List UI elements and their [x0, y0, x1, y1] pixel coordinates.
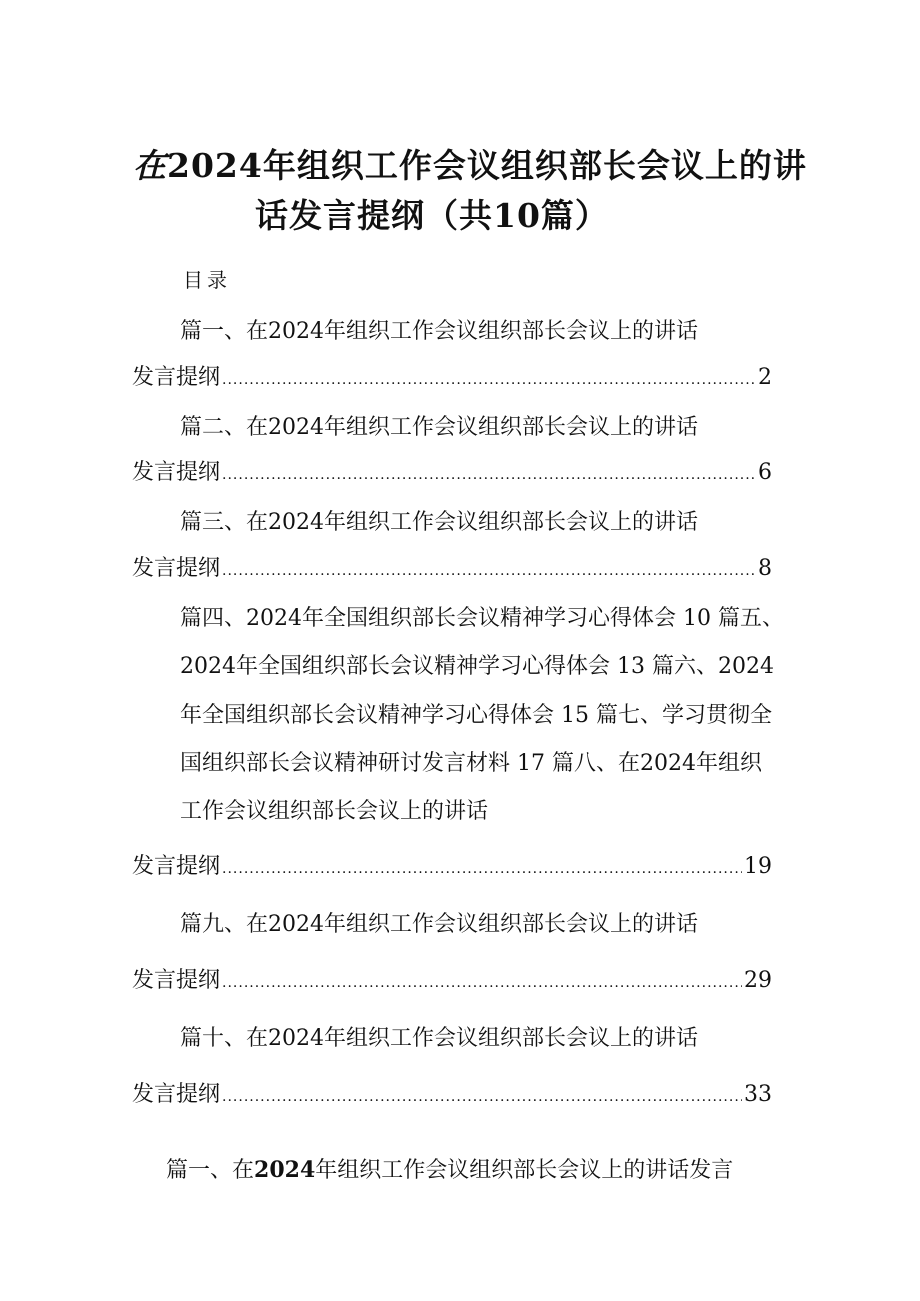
- section-heading-rest: 年组织工作会议组织部长会议上的讲话发言: [315, 1158, 734, 1183]
- toc-page-number: 8: [758, 556, 772, 581]
- toc-entry-9-leader[interactable]: [132, 963, 772, 995]
- dot-leader: [222, 975, 742, 991]
- toc-entry-label: 发言提纲: [132, 556, 221, 581]
- toc-entry-1-title: 篇一、在2024年组织工作会议组织部长会议上的讲话: [180, 319, 698, 344]
- dot-leader: [222, 467, 756, 483]
- toc-entry-10-title: 篇十、在2024年组织工作会议组织部长会议上的讲话: [180, 1026, 698, 1051]
- section-heading: [166, 1153, 733, 1184]
- document-title-line-1: [133, 140, 807, 187]
- toc-page-number: 19: [744, 854, 772, 879]
- toc-entry-10-leader[interactable]: [132, 1077, 772, 1109]
- toc-entry-label: 发言提纲: [132, 460, 221, 485]
- toc-page-number: 29: [744, 968, 772, 993]
- toc-entry-8-leader[interactable]: [132, 849, 772, 881]
- toc-heading: 目录: [183, 268, 231, 292]
- toc-entry-label: 发言提纲: [132, 968, 221, 993]
- toc-entry-2-title: 篇二、在2024年组织工作会议组织部长会议上的讲话: [180, 415, 698, 440]
- section-heading-prefix: 篇一、在: [166, 1158, 255, 1183]
- toc-run-on-line-3: 年全国组织部长会议精神学习心得体会 15 篇七、学习贯彻全: [180, 703, 772, 728]
- toc-page-number: 6: [758, 460, 772, 485]
- toc-entry-3-leader[interactable]: [132, 551, 772, 583]
- toc-entry-label: 发言提纲: [132, 1082, 221, 1107]
- toc-run-on-line-2: 2024年全国组织部长会议精神学习心得体会 13 篇六、2024: [180, 654, 774, 679]
- toc-entry-3-title: 篇三、在2024年组织工作会议组织部长会议上的讲话: [180, 510, 698, 535]
- section-heading-year: 2024: [254, 1157, 316, 1183]
- title-lead: 在: [133, 146, 167, 185]
- document-title-line-2: 话发言提纲（共10篇）: [255, 196, 609, 235]
- toc-run-on-line-1: 篇四、2024年全国组织部长会议精神学习心得体会 10 篇五、: [180, 606, 784, 631]
- toc-run-on-line-5: 工作会议组织部长会议上的讲话: [180, 799, 489, 824]
- toc-entry-label: 发言提纲: [132, 854, 221, 879]
- dot-leader: [222, 372, 756, 388]
- toc-run-on-line-4: 国组织部长会议精神研讨发言材料 17 篇八、在2024年组织: [180, 751, 762, 776]
- dot-leader: [222, 861, 742, 877]
- toc-page-number: 2: [758, 365, 772, 390]
- toc-entry-1-leader[interactable]: [132, 360, 772, 392]
- toc-page-number: 33: [744, 1082, 772, 1107]
- toc-entry-label: 发言提纲: [132, 365, 221, 390]
- toc-entry-9-title: 篇九、在2024年组织工作会议组织部长会议上的讲话: [180, 912, 698, 937]
- title-rest: 2024年组织工作会议组织部长会议上的讲: [167, 146, 807, 185]
- dot-leader: [222, 563, 756, 579]
- toc-entry-2-leader[interactable]: [132, 455, 772, 487]
- dot-leader: [222, 1089, 742, 1105]
